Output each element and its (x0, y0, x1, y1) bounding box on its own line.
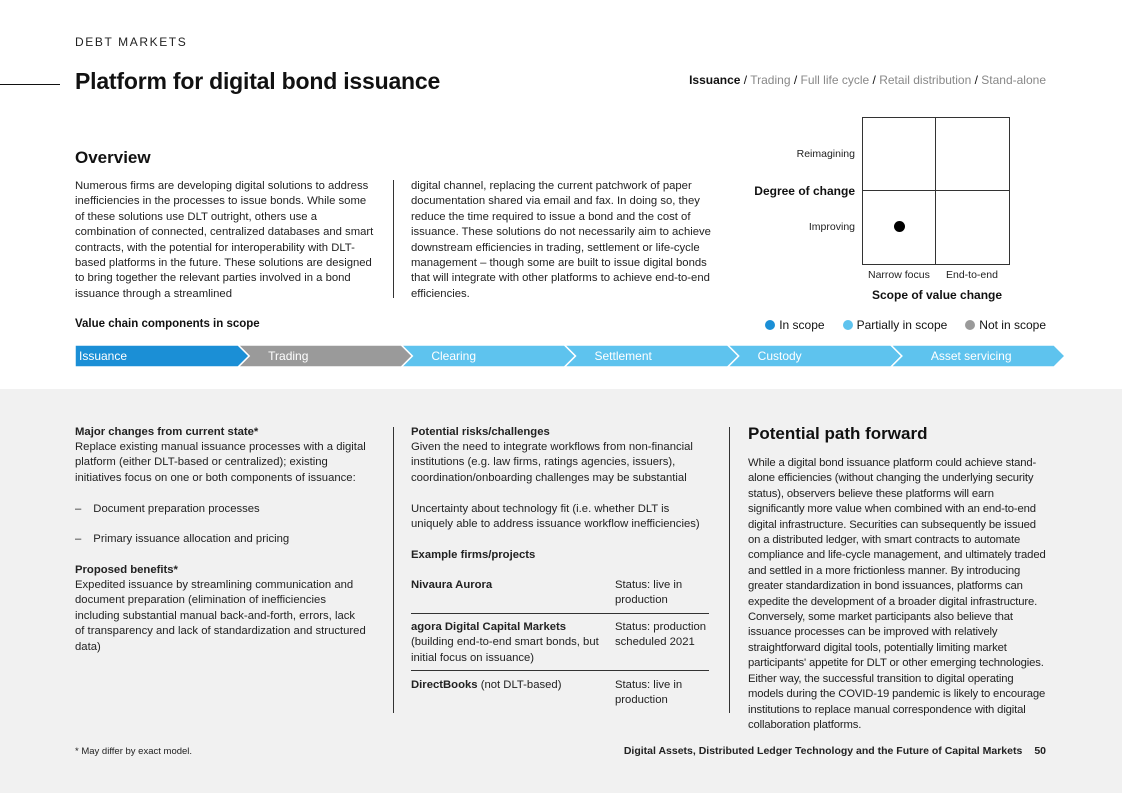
value-chain-legend (765, 318, 1046, 332)
legend-partial-dot (843, 320, 853, 330)
value-matrix (862, 117, 1010, 265)
firm-name-block (411, 678, 606, 693)
matrix-y-bottom-label: Improving (808, 221, 855, 233)
chain-step-trading (238, 345, 412, 367)
matrix-x-left-label: Narrow focus (868, 269, 930, 281)
crumb-retail-distribution: Retail distribution (879, 73, 972, 87)
firm-status: Status: live in production (615, 679, 683, 707)
changes-bullet-2 (75, 532, 289, 547)
matrix-horizontal-divider (863, 190, 1009, 191)
benefits-heading: Proposed benefits* (75, 564, 178, 576)
column-divider (393, 180, 394, 298)
bullet-dash: – (75, 533, 82, 545)
legend-in-scope-label: In scope (779, 318, 825, 332)
footer-title: Digital Assets, Distributed Ledger Technology and the Future of Capital Markets (623, 745, 1023, 757)
chain-step-label: Clearing (431, 349, 477, 363)
firm-name: DirectBooks (411, 679, 478, 691)
chain-step-custody (728, 345, 902, 367)
page-title: Platform for digital bond issuance (75, 68, 441, 94)
crumb-full-life-cycle: Full life cycle (800, 73, 870, 87)
matrix-y-top-label: Reimagining (796, 148, 855, 160)
matrix-y-title: Degree of change (754, 184, 855, 198)
risks-heading: Potential risks/challenges (411, 426, 550, 438)
overview-text-col2: digital channel, replacing the current patchwork of paper documentation shared via email and fax. In doing so, they reduce the time required to issue a bond and the cost of issuance. These solutions do not necessarily aim to achieve downstream efficiencies in trading, settlement or life-cycle management – though some are built to issue digital bonds that will integrate with other platforms to achieve end-to-end efficiencies. (411, 180, 711, 300)
path-forward-heading: Potential path forward (748, 424, 928, 443)
matrix-vertical-divider (935, 118, 936, 264)
risks-text-2: Uncertainty about technology fit (i.e. whether DLT is uniquely able to address issuance workflow inefficiencies) (411, 503, 700, 531)
matrix-position-dot (894, 221, 905, 232)
chain-step-label: Settlement (594, 349, 652, 363)
value-chain-arrows (75, 345, 1065, 367)
legend-not-in-scope (965, 318, 1046, 332)
footer (624, 745, 1046, 757)
chain-step-label: Trading (268, 349, 309, 363)
changes-heading: Major changes from current state* (75, 426, 259, 438)
overview-text-col1: Numerous firms are developing digital solutions to address inefficiencies in the processes to issue bonds. While some of these solutions use DLT outright, others use a combination of connected, centralized databases and smart contracts, with the potential for interoperability with DLT-based platforms in the future. These solutions are designed to bring together the relevant parties involved in a bond issuance through a streamlined (75, 180, 374, 300)
changes-bullet-1 (75, 502, 260, 517)
chain-step-label: Custody (757, 349, 802, 363)
page-number: 50 (1034, 745, 1046, 757)
firms-heading: Example firms/projects (411, 549, 536, 561)
crumb-trading: Trading (750, 73, 791, 87)
matrix-x-title: Scope of value change (872, 288, 1003, 302)
firm-name: Nivaura Aurora (411, 579, 493, 591)
chain-step-label: Issuance (79, 349, 128, 363)
legend-in-scope (765, 318, 824, 332)
header-rule (0, 84, 60, 85)
legend-in-scope-dot (765, 320, 775, 330)
firm-separator (411, 613, 709, 614)
firm-note: (not DLT-based) (480, 679, 562, 691)
legend-partial-label: Partially in scope (856, 318, 948, 332)
panel-divider-right (729, 427, 730, 713)
firm-name-block (411, 620, 606, 666)
value-chain-heading: Value chain components in scope (75, 318, 260, 330)
chain-step-label: Asset servicing (930, 349, 1012, 363)
legend-not-in-scope-dot (965, 320, 975, 330)
footnote: * May differ by exact model. (75, 746, 193, 757)
bullet-text: Document preparation processes (93, 503, 260, 515)
risks-text-1: Given the need to integrate workflows from non-financial institutions (e.g. law firms, ratings agencies, issuers), coordination/onboarding challenges may be substantial (411, 441, 693, 484)
firm-separator (411, 670, 709, 671)
legend-partially-in-scope (843, 318, 948, 332)
firm-status: Status: live in production (615, 579, 683, 607)
crumb-stand-alone: Stand-alone (981, 73, 1046, 87)
firm-name: agora Digital Capital Markets (411, 621, 567, 633)
legend-not-in-scope-label: Not in scope (979, 318, 1046, 332)
changes-text: Replace existing manual issuance processes with a digital platform (either DLT-based or centralized); existing initiatives focus on one or both components of issuance: (75, 441, 366, 484)
firm-note: (building end-to-end smart bonds, but initial focus on issuance) (411, 636, 599, 664)
overview-heading: Overview (75, 148, 151, 167)
path-forward-text: While a digital bond issuance platform could achieve stand-alone efficiencies (without changing the underlying security status), observers believe these platforms will earn significantly more value when combined with an end-to-end digital infrastructure. Securities can subsequently be issued on a distributed ledger, with smart contracts to automate compliance and life-cycle management, and ultimately traded and settled in a more frictionless manner. By introducing greater standardization in bond issuances, platforms can expedite the development of a broader digital infrastructure. Conversely, some market participants also believe that issuance processes can be improved with relatively straightforward digital tools, potentially limiting market participants' appetite for DLT or other emerging technologies. Either way, the successful transition to digital operating models during the COVID-19 pandemic is likely to encourage institutions to replace manual correspondence with digital collaboration platforms. (748, 457, 1046, 731)
bullet-text: Primary issuance allocation and pricing (93, 533, 290, 545)
category-breadcrumb: Issuance / Trading / Full life cycle / Retail distribution / Stand-alone (689, 73, 1046, 87)
bullet-dash: – (75, 503, 82, 515)
panel-divider-left (393, 427, 394, 713)
crumb-issuance: Issuance (689, 73, 741, 87)
chain-step-clearing (401, 345, 575, 367)
section-label: DEBT MARKETS (75, 35, 188, 49)
value-chain-bar (75, 345, 1065, 367)
benefits-text: Expedited issuance by streamlining communication and document preparation (elimination of inefficiencies including substantial manual back-and-forth, errors, lack of transparency and lack of standardization and structured data) (75, 579, 366, 653)
firm-status: Status: production scheduled 2021 (615, 621, 707, 649)
matrix-x-right-label: End-to-end (946, 269, 998, 281)
